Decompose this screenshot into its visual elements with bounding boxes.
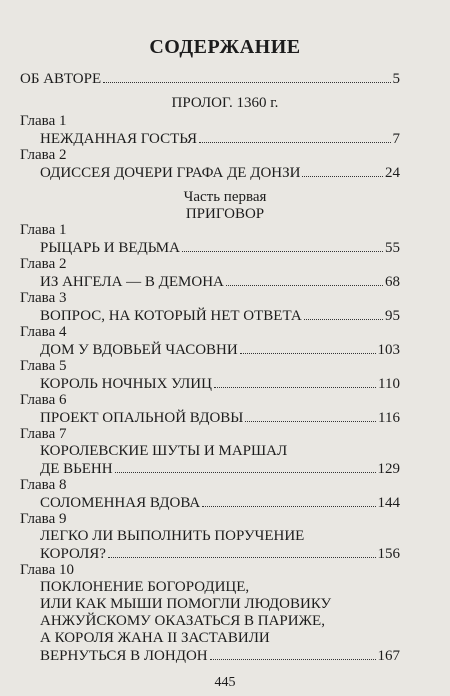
entry-title-line: А КОРОЛЯ ЖАНА II ЗАСТАВИЛИ xyxy=(40,630,270,646)
entry-title: ОБ АВТОРЕ xyxy=(20,71,102,87)
toc-entry xyxy=(40,273,400,291)
entry-title: СОЛОМЕННАЯ ВДОВА xyxy=(40,495,201,511)
page-number: 445 xyxy=(214,675,236,690)
entry-page: 144 xyxy=(377,495,400,511)
entry-page: 5 xyxy=(392,71,400,87)
entry-title: КОРОЛЯ? xyxy=(40,546,106,562)
entry-title-line: КОРОЛЕВСКИЕ ШУТЫ И МАРШАЛ xyxy=(40,443,288,459)
toc-entry xyxy=(40,130,400,148)
entry-title: ДЕ ВЬЕНН xyxy=(40,461,113,477)
entry-page: 55 xyxy=(385,240,400,256)
toc-entry xyxy=(40,341,400,359)
entry-page: 95 xyxy=(385,308,400,324)
leader-dots xyxy=(108,545,376,558)
part-label: Часть первая xyxy=(183,189,267,205)
entry-page: 103 xyxy=(377,342,400,358)
entry-page: 116 xyxy=(378,410,400,426)
entry-title-line: ИЛИ КАК МЫШИ ПОМОГЛИ ЛЮДОВИКУ xyxy=(40,596,332,612)
entry-title: РЫЦАРЬ И ВЕДЬМА xyxy=(40,240,180,256)
entry-title: КОРОЛЬ НОЧНЫХ УЛИЦ xyxy=(40,376,212,392)
entry-page: 110 xyxy=(378,376,400,392)
leader-dots xyxy=(214,375,376,388)
entry-title: ДОМ У ВДОВЬЕЙ ЧАСОВНИ xyxy=(40,342,238,358)
leader-dots xyxy=(304,307,383,320)
chapter-label: Глава 9 xyxy=(20,511,67,527)
part-name: ПРИГОВОР xyxy=(185,206,265,222)
entry-title-line: ЛЕГКО ЛИ ВЫПОЛНИТЬ ПОРУЧЕНИЕ xyxy=(40,528,305,544)
toc-entry xyxy=(40,375,400,393)
entry-title: ВЕРНУТЬСЯ В ЛОНДОН xyxy=(40,648,208,664)
chapter-label: Глава 3 xyxy=(20,290,67,306)
entry-title: ИЗ АНГЕЛА — В ДЕМОНА xyxy=(40,274,224,290)
toc-entry xyxy=(40,239,400,257)
leader-dots xyxy=(302,164,383,177)
entry-title: ВОПРОС, НА КОТОРЫЙ НЕТ ОТВЕТА xyxy=(40,308,302,324)
entry-page: 129 xyxy=(377,461,400,477)
entry-title: ОДИССЕЯ ДОЧЕРИ ГРАФА ДЕ ДОНЗИ xyxy=(40,165,301,181)
toc-entry xyxy=(40,494,400,512)
toc-entry xyxy=(40,409,400,427)
chapter-label: Глава 1 xyxy=(20,222,67,238)
leader-dots xyxy=(199,130,390,143)
chapter-label: Глава 1 xyxy=(20,113,67,129)
entry-title: НЕЖДАННАЯ ГОСТЬЯ xyxy=(40,131,198,147)
entry-page: 167 xyxy=(377,648,400,664)
chapter-label: Глава 4 xyxy=(20,324,67,340)
page-title: СОДЕРЖАНИЕ xyxy=(149,36,301,58)
leader-dots xyxy=(202,494,375,507)
chapter-label: Глава 2 xyxy=(20,256,67,272)
entry-title-line: АНЖУЙСКОМУ ОКАЗАТЬСЯ В ПАРИЖЕ, xyxy=(40,613,325,629)
entry-page: 24 xyxy=(385,165,400,181)
entry-page: 7 xyxy=(392,131,400,147)
chapter-label: Глава 8 xyxy=(20,477,67,493)
chapter-label: Глава 2 xyxy=(20,147,67,163)
leader-dots xyxy=(226,273,383,286)
entry-page: 68 xyxy=(385,274,400,290)
chapter-label: Глава 7 xyxy=(20,426,67,442)
chapter-label: Глава 10 xyxy=(20,562,74,578)
chapter-label: Глава 6 xyxy=(20,392,67,408)
leader-dots xyxy=(103,70,390,83)
toc-entry xyxy=(40,460,400,478)
toc-entry xyxy=(40,545,400,563)
entry-title: ПРОЕКТ ОПАЛЬНОЙ ВДОВЫ xyxy=(40,410,244,426)
prologue-heading: ПРОЛОГ. 1360 г. xyxy=(171,95,279,111)
chapter-label: Глава 5 xyxy=(20,358,67,374)
toc-entry xyxy=(40,647,400,665)
leader-dots xyxy=(182,239,383,252)
entry-title-line: ПОКЛОНЕНИЕ БОГОРОДИЦЕ, xyxy=(40,579,250,595)
toc-entry-about xyxy=(20,70,400,88)
toc-entry xyxy=(40,164,400,182)
leader-dots xyxy=(245,409,376,422)
leader-dots xyxy=(210,647,376,660)
leader-dots xyxy=(240,341,376,354)
leader-dots xyxy=(115,460,376,473)
toc-entry xyxy=(40,307,400,325)
entry-page: 156 xyxy=(377,546,400,562)
